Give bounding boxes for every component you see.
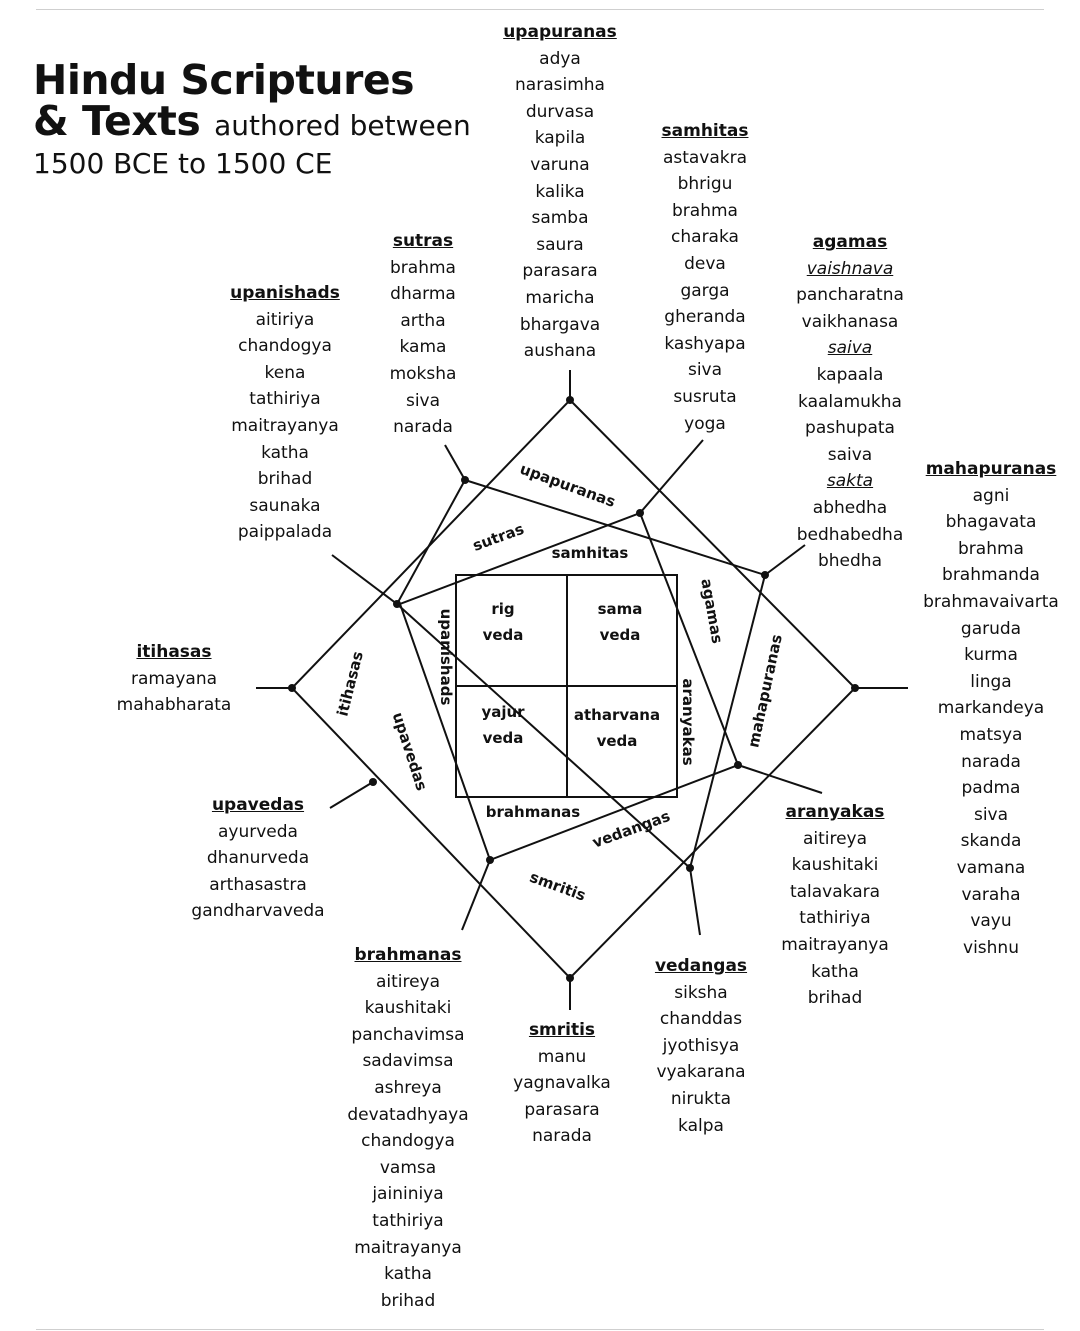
list-item: mahabharata <box>116 695 232 716</box>
list-heading: vedangas <box>654 956 748 976</box>
list-item: narasimha <box>515 75 605 96</box>
label-samhitas: samhitas <box>551 544 629 562</box>
list-item: aitireya <box>375 971 441 992</box>
list-smritis <box>497 1017 627 1150</box>
list-item: bhagavata <box>945 512 1037 533</box>
list-item: brihad <box>807 988 863 1009</box>
list-item: kapaala <box>816 364 884 385</box>
list-item: tathiriya <box>799 908 871 929</box>
list-item: susruta <box>673 386 737 407</box>
list-item: bhargava <box>519 314 601 335</box>
list-item: saura <box>536 234 584 255</box>
list-item: jyothisya <box>662 1035 740 1056</box>
list-heading: mahapuranas <box>925 459 1057 479</box>
list-item: padma <box>961 778 1021 799</box>
list-upapuranas <box>490 19 630 365</box>
list-item: durvasa <box>525 101 595 122</box>
list-item: aitireya <box>802 828 868 849</box>
list-item: brihad <box>380 1290 436 1311</box>
list-item: vamana <box>956 857 1026 878</box>
list-item: samba <box>531 208 589 229</box>
list-item: ramayana <box>130 668 218 689</box>
list-item: dharma <box>390 284 456 305</box>
list-item: charaka <box>671 227 739 248</box>
diagram-text <box>333 460 786 905</box>
label-vedangas: vedangas <box>590 806 673 852</box>
list-item: markandeya <box>937 698 1045 719</box>
connector-aranyakas <box>738 765 822 793</box>
list-samhitas <box>640 118 770 437</box>
label-sutras: sutras <box>470 519 527 555</box>
label-itihasas: itihasas <box>333 649 367 719</box>
list-item: nirukta <box>670 1088 732 1109</box>
list-item: deva <box>684 253 726 274</box>
list-sutras <box>368 228 478 441</box>
list-item: maitrayanya <box>781 934 889 955</box>
list-item: agni <box>972 485 1010 506</box>
list-heading: smritis <box>528 1020 596 1040</box>
list-item: parasara <box>524 1099 600 1120</box>
list-item: brihad <box>257 469 313 490</box>
list-item: devatadhyaya <box>347 1104 469 1125</box>
list-item: siva <box>973 804 1009 825</box>
list-mahapuranas <box>915 456 1067 961</box>
label-mahapuranas: mahapuranas <box>744 632 786 750</box>
connector-upanishads <box>332 555 397 604</box>
list-heading: upavedas <box>211 795 305 815</box>
list-item: chandogya <box>238 336 332 357</box>
list-item: garuda <box>960 618 1022 639</box>
list-item: yoga <box>684 413 726 434</box>
list-item: artha <box>400 310 446 331</box>
list-heading: sutras <box>392 231 454 251</box>
label-upavedas: upavedas <box>388 710 431 793</box>
list-item: dhanurveda <box>206 848 310 869</box>
list-heading: upanishads <box>230 283 340 303</box>
list-item: maitrayanya <box>231 415 339 436</box>
list-item: maitrayanya <box>354 1237 462 1258</box>
list-item: vaikhanasa <box>801 311 899 332</box>
list-item: katha <box>811 961 859 982</box>
list-item: arthasastra <box>209 874 307 895</box>
label-aranyakas: aranyakas <box>679 678 697 766</box>
list-subheading: vaishnava <box>806 258 894 279</box>
list-item: parasara <box>522 261 598 282</box>
list-item: kurma <box>964 645 1018 666</box>
list-item: adya <box>539 48 581 69</box>
list-item: brahmanda <box>942 565 1040 586</box>
list-item: narada <box>532 1126 592 1147</box>
list-item: brahmavaivarta <box>923 591 1059 612</box>
list-agamas <box>775 229 925 575</box>
list-item: brahma <box>958 538 1024 559</box>
list-item: sadavimsa <box>362 1051 454 1072</box>
title-line1: Hindu Scriptures <box>33 56 415 104</box>
list-item: kaushitaki <box>791 855 879 876</box>
list-item: kena <box>264 362 306 383</box>
list-item: gheranda <box>664 307 746 328</box>
list-item: vishnu <box>963 937 1019 958</box>
list-item: bedhabedha <box>796 524 904 545</box>
list-item: brahma <box>390 257 456 278</box>
list-item: ashreya <box>374 1077 442 1098</box>
veda-rig: rig veda <box>482 600 524 644</box>
list-item: kashyapa <box>664 333 746 354</box>
list-item: astavakra <box>662 147 748 168</box>
list-item: siksha <box>674 982 728 1003</box>
list-item: abhedha <box>812 497 888 518</box>
list-heading: agamas <box>812 232 888 252</box>
list-item: tathiriya <box>249 389 321 410</box>
list-heading: brahmanas <box>354 945 462 965</box>
list-subheading: sakta <box>826 471 874 492</box>
list-item: katha <box>384 1264 432 1285</box>
list-upanishads <box>210 280 360 546</box>
list-item: matsya <box>959 724 1023 745</box>
list-item: kalpa <box>678 1115 724 1136</box>
list-item: kama <box>399 337 447 358</box>
list-item: narada <box>961 751 1021 772</box>
label-smritis: smritis <box>527 867 589 905</box>
list-heading: itihasas <box>136 642 212 662</box>
list-item: bhrigu <box>677 174 733 195</box>
list-item: aitiriya <box>255 309 315 330</box>
list-heading: aranyakas <box>785 802 885 822</box>
list-itihasas <box>104 639 244 719</box>
list-item: kaushitaki <box>364 998 452 1019</box>
veda-atharvana: atharvana veda <box>573 706 661 750</box>
title-line3: 1500 BCE to 1500 CE <box>33 147 333 180</box>
list-item: aushana <box>523 341 597 362</box>
list-item: chanddas <box>659 1009 743 1030</box>
list-heading: upapuranas <box>503 22 617 42</box>
list-item: saunaka <box>249 495 321 516</box>
list-item: linga <box>970 671 1012 692</box>
list-item: pancharatna <box>796 285 904 306</box>
list-item: maricha <box>525 287 595 308</box>
list-item: bhedha <box>817 551 882 572</box>
list-item: siva <box>405 390 441 411</box>
list-upavedas <box>178 792 338 925</box>
list-item: vayu <box>970 911 1012 932</box>
list-item: kaalamukha <box>798 391 902 412</box>
list-vedangas <box>636 953 766 1139</box>
list-item: tathiriya <box>372 1210 444 1231</box>
list-item: jaininiya <box>372 1184 444 1205</box>
list-item: ayurveda <box>218 821 298 842</box>
list-item: manu <box>537 1046 587 1067</box>
title-line2-rest: authored between <box>214 109 471 142</box>
list-item: varuna <box>530 154 590 175</box>
list-item: pashupata <box>805 418 895 439</box>
label-brahmanas: brahmanas <box>485 803 581 821</box>
list-item: vyakarana <box>656 1062 746 1083</box>
list-item: moksha <box>389 363 457 384</box>
list-item: panchavimsa <box>351 1024 465 1045</box>
list-aranyakas <box>770 799 900 1012</box>
list-brahmanas <box>333 942 483 1314</box>
list-item: yagnavalka <box>513 1073 611 1094</box>
list-item: chandogya <box>361 1131 455 1152</box>
veda-sama: sama veda <box>597 600 643 644</box>
label-upanishads: upanishads <box>437 608 455 706</box>
label-upapuranas: upapuranas <box>517 459 618 511</box>
list-item: paippalada <box>237 522 333 543</box>
connector-sutras <box>445 445 465 480</box>
list-item: skanda <box>960 831 1022 852</box>
list-item: vamsa <box>379 1157 437 1178</box>
label-agamas: agamas <box>697 577 727 646</box>
list-item: siva <box>687 360 723 381</box>
list-item: narada <box>393 417 453 438</box>
list-item: brahma <box>672 200 738 221</box>
veda-yajur: yajur veda <box>481 703 525 747</box>
list-subheading: saiva <box>827 338 873 359</box>
list-item: gandharvaveda <box>191 901 325 922</box>
list-item: varaha <box>961 884 1021 905</box>
title-line2-bold: & Texts <box>33 97 201 145</box>
list-item: kapila <box>534 128 586 149</box>
list-item: talavakara <box>789 881 881 902</box>
list-item: katha <box>261 442 309 463</box>
list-heading: samhitas <box>661 121 749 141</box>
list-item: kalika <box>535 181 585 202</box>
connector-vedangas <box>690 868 700 935</box>
list-item: garga <box>680 280 730 301</box>
list-item: saiva <box>827 444 873 465</box>
